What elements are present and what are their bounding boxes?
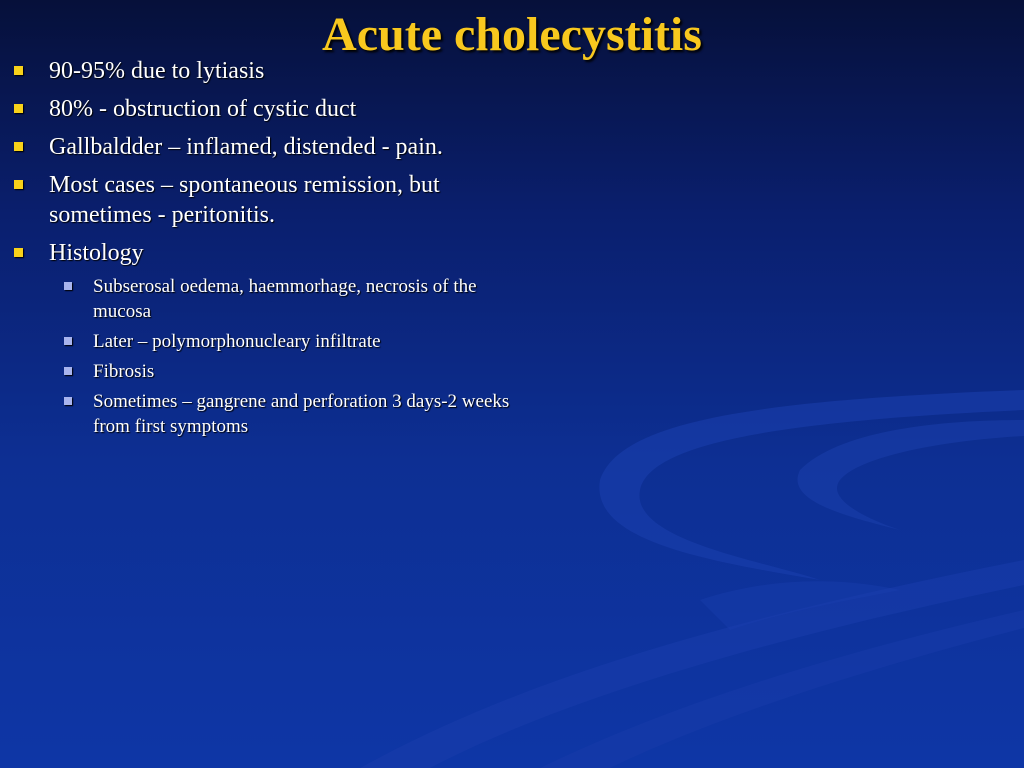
- sub-bullet-item: [49, 274, 533, 324]
- sub-bullet-text: Later – polymorphonucleary infiltrate: [93, 331, 381, 352]
- square-bullet-icon: [14, 104, 23, 113]
- sub-bullet-text: Sometimes – gangrene and perforation 3 days-2 weeks from first symptoms: [93, 391, 510, 437]
- sub-bullet-item: [49, 389, 533, 439]
- bullet-item: [12, 94, 612, 124]
- slide-content: [12, 56, 612, 447]
- sub-bullet-item: [49, 359, 533, 384]
- bullet-item-histology: [12, 238, 612, 439]
- bullet-list: [12, 56, 612, 439]
- bullet-text: Histology: [49, 240, 144, 266]
- square-sub-bullet-icon: [64, 397, 72, 405]
- square-bullet-icon: [14, 66, 23, 75]
- square-sub-bullet-icon: [64, 282, 72, 290]
- square-bullet-icon: [14, 248, 23, 257]
- slide-title: Acute cholecystitis: [322, 8, 702, 61]
- bullet-item: [12, 132, 612, 162]
- bullet-text: Gallbaldder – inflamed, distended - pain.: [49, 134, 443, 160]
- bullet-text: 90-95% due to lytiasis: [49, 58, 265, 84]
- square-sub-bullet-icon: [64, 337, 72, 345]
- bullet-item: [12, 56, 612, 86]
- bullet-text: Most cases – spontaneous remission, but sometimes - peritonitis.: [49, 172, 440, 228]
- sub-bullet-text: Fibrosis: [93, 361, 155, 382]
- bullet-item: [12, 170, 519, 230]
- square-sub-bullet-icon: [64, 367, 72, 375]
- square-bullet-icon: [14, 142, 23, 151]
- sub-bullet-text: Subserosal oedema, haemmorhage, necrosis of the mucosa: [93, 276, 477, 322]
- sub-bullet-list: [49, 274, 612, 439]
- sub-bullet-item: [49, 329, 533, 354]
- bullet-text: 80% - obstruction of cystic duct: [49, 96, 357, 122]
- square-bullet-icon: [14, 180, 23, 189]
